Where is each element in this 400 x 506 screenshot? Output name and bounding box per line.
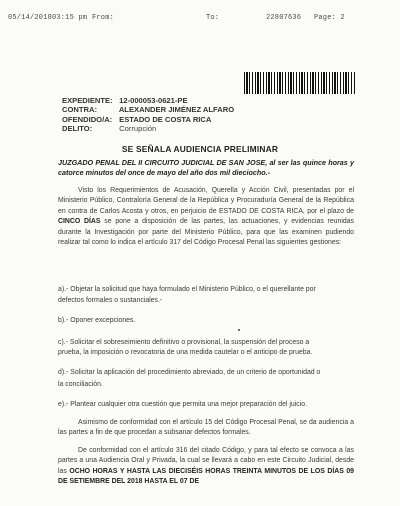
delito-value: Corrupción <box>119 124 157 134</box>
ofendido-label: OFENDIDO/A: <box>62 114 113 124</box>
intro-paragraph <box>58 158 354 179</box>
item-d-line-2: la conciliación. <box>58 381 103 388</box>
case-expediente <box>62 96 234 105</box>
delito-label: DELITO: <box>62 124 93 134</box>
item-a-line-2: defectos formales o sustanciales.- <box>58 297 163 304</box>
item-a-line-1: a).- Objetar la solicitud que haya formulado el Ministerio Público, o el querellante por <box>58 286 316 293</box>
hearing-schedule-highlight: OCHO HORAS Y HASTA LAS DIECISÉIS HORAS TREINTA MINUTOS DE LOS DÍAS 09 DE SETIEMBRE DEL 2018 HASTA EL 07 DE <box>58 467 355 486</box>
paragraph-1 <box>58 186 354 248</box>
paragraph-2: Asimismo de conformidad con el artículo 15 del Código Procesal Penal, se da audiencia a las partes a fin de que procedan a subsanar defectos formales. <box>58 419 354 437</box>
case-contra <box>62 105 234 114</box>
contra-value: ALEXANDER JIMÉNEZ ALFARO <box>118 105 235 115</box>
item-e: e).- Plantear cualquier otra cuestión que permita una mejor preparación del juicio. <box>58 401 307 408</box>
fax-number: 22807636 <box>266 14 302 22</box>
fax-time: 03:15 pm <box>52 14 88 22</box>
paragraph-1-rest: se pone a disposición de las partes, las actuaciones, y evidencias reunidas durante la Investigación por parte del Ministerio Público, para que las examinen pudiendo realizar tal como lo indica el artículo 317 del Código Procesal Penal las siguientes gestiones: <box>58 218 354 247</box>
item-b: b).- Oponer excepciones. <box>58 317 136 324</box>
item-d-line-1: d).- Solicitar la aplicación del procedimiento abreviado, de un criterio de oportunidad o <box>58 369 321 376</box>
barcode <box>244 72 356 94</box>
document-title: SE SEÑALA AUDIENCIA PRELIMINAR <box>121 144 279 154</box>
paragraph-1-text: Visto los Requerimientos de Acusación, Querella y Acción Civil, presentadas por el Ministerio Público, Contraloría General de la República y Procuraduría General de la República en contra de Carlos Acosta y otros, en perjuicio de ESTADO DE COSTA RICA, por el plazo de <box>58 187 354 215</box>
fax-date: 05/14/2018 <box>8 14 53 22</box>
paragraph-3 <box>58 446 354 488</box>
fax-from: From: <box>92 14 115 22</box>
expediente-value: 12-000053-0621-PE <box>119 96 188 105</box>
ofendido-value: ESTADO DE COSTA RICA <box>119 114 212 124</box>
fax-page-count: Page: 2 <box>314 14 345 22</box>
fax-to: To: <box>206 14 220 22</box>
paragraph-3-text: De conformidad con el artículo 316 del citado Código, y para tal efecto se convoca a las partes a una Audiencia Oral y Privada, la cual se llevará a cabo en este Circuito Judicial, desde las <box>58 447 354 475</box>
contra-label: CONTRA: <box>62 105 98 115</box>
case-delito <box>62 124 234 133</box>
expediente-label: EXPEDIENTE: <box>62 96 113 105</box>
case-ofendido <box>62 115 234 124</box>
stray-mark <box>238 329 240 331</box>
intro-rest: , al ser las quince horas y catorce minutos del once de mayo del año dos mil dieciocho.- <box>58 158 354 178</box>
court-name: JUZGADO PENAL DEL II CIRCUITO JUDICIAL DE SAN JOSE <box>58 158 266 167</box>
case-info <box>62 96 234 134</box>
deadline-highlight: CINCO DÍAS <box>58 218 101 226</box>
item-c-line-2: prueba, la imposición o revocatoria de una medida cautelar o el anticipo de prueba. <box>58 349 313 356</box>
item-c-line-1: c).- Solicitar el sobreseimiento definitivo o provisional, la suspensión del proceso a <box>58 339 310 346</box>
